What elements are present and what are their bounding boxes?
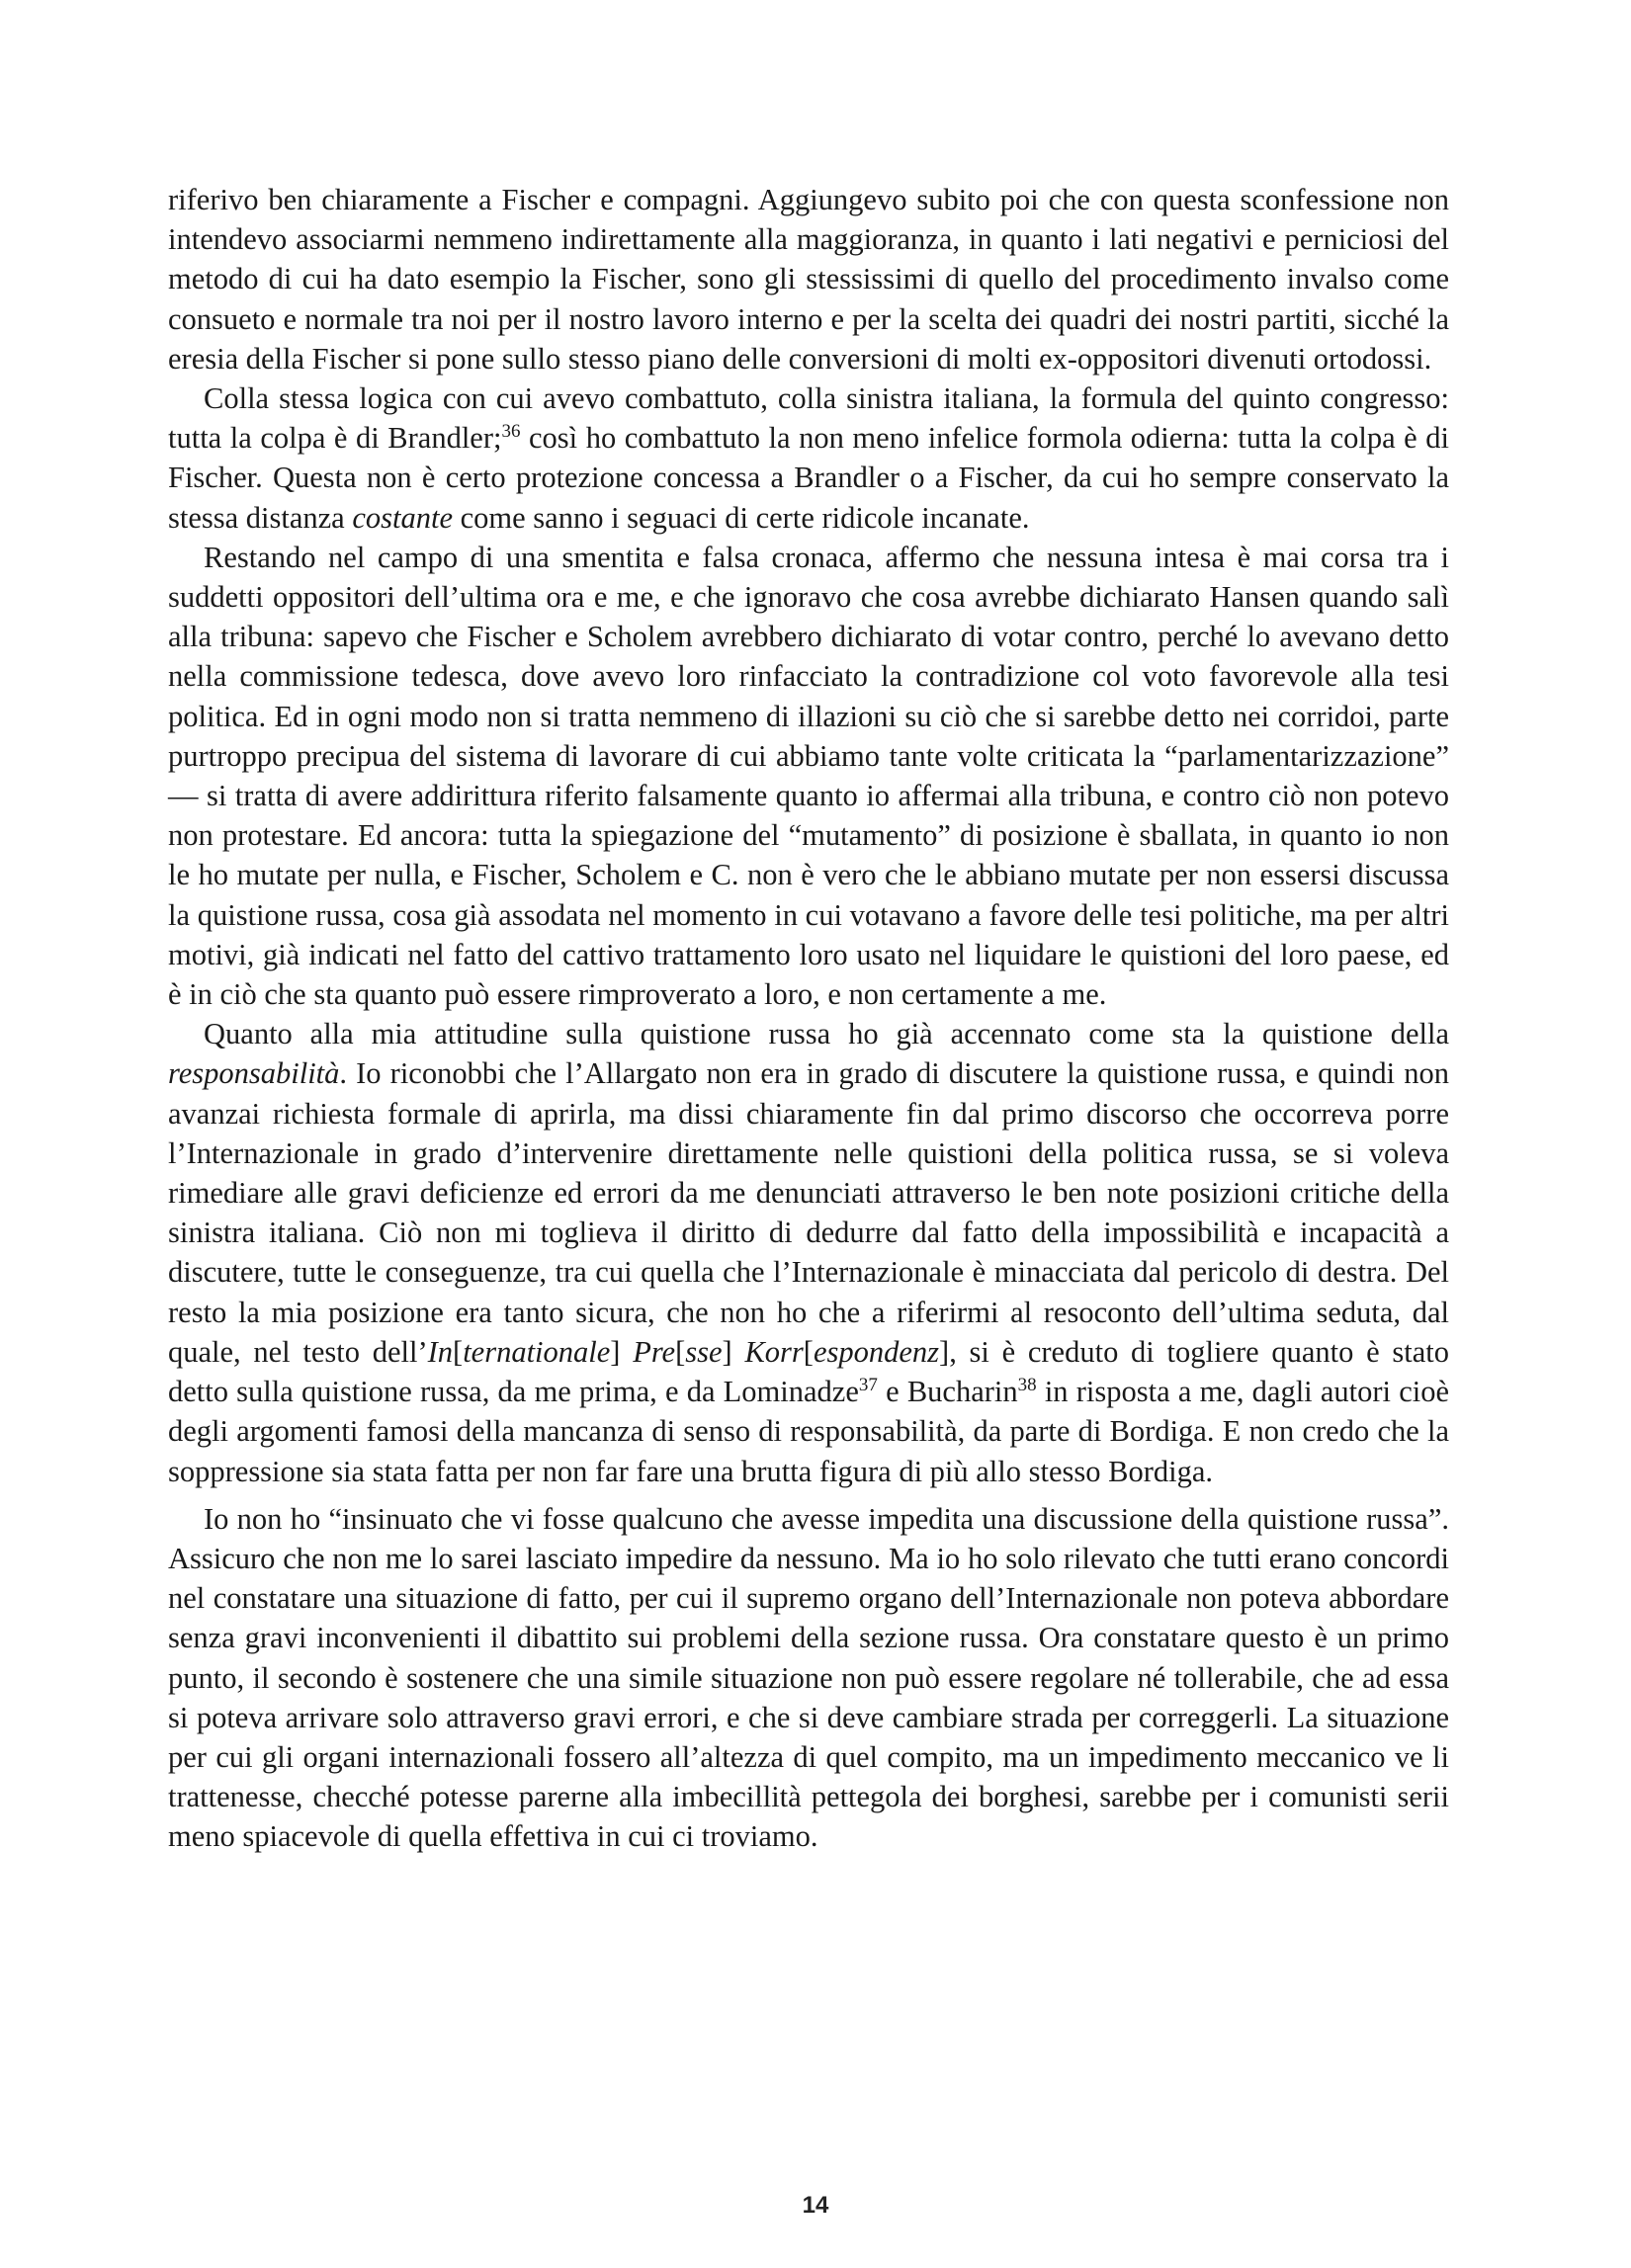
italic-text: espondenz	[813, 1334, 940, 1369]
paragraph-3	[168, 538, 1449, 1014]
italic-text: responsabilità	[168, 1056, 340, 1091]
text-run: ]	[610, 1334, 634, 1369]
text-run: [	[675, 1334, 686, 1369]
italic-text: ternationale	[463, 1334, 611, 1369]
italic-text: costante	[352, 500, 453, 535]
paragraph-4	[168, 1014, 1449, 1490]
paragraph-5	[168, 1499, 1449, 1857]
italic-text: sse	[685, 1334, 723, 1369]
text-run: ]	[722, 1334, 745, 1369]
page-number: 14	[802, 2192, 829, 2219]
italic-text: Pre	[633, 1334, 676, 1369]
text-run: riferivo ben chiaramente a Fischer e compagni. Aggiungevo subito poi che con questa sconfessione non intendevo associarmi nemmeno indirettamente alla maggioranza, in quanto i lati negativi e perniciosi del metodo di cui ha dato esempio la Fischer, sono gli stessissimi di quello del procedimento invalso come consueto e normale tra noi per il nostro lavoro interno e per la scelta dei quadri dei nostri partiti, sicché la eresia della Fischer si pone sullo stesso piano delle conversioni di molti ex-oppositori divenuti ortodossi.	[168, 183, 1449, 376]
text-run: e Bucharin	[877, 1375, 1018, 1409]
paragraph-1	[168, 180, 1449, 378]
text-run: . Io riconobbi che l’Allargato non era in grado di discutere la quistione russa, e quindi non avanzai richiesta formale di aprirla, ma dissi chiaramente fin dal primo discorso che occorreva porre l’Internazionale in grado d’intervenire direttamente nelle quistioni della politica russa, se si voleva rimediare alle gravi deficienze ed errori da me denunciati attraverso le ben note posizioni critiche della sinistra italiana. Ciò non mi toglieva il diritto di dedurre dal fatto della impossibilità e incapacità a discutere, tutte le conseguenze, tra cui quella che l’Internazionale è minacciata dal pericolo di destra. Del resto la mia posizione era tanto sicura, che non ho che a riferirmi al resoconto dell’ultima seduta, dal quale, nel testo dell’	[168, 1056, 1449, 1369]
text-run: come sanno i seguaci di certe ridicole incanate.	[453, 500, 1030, 535]
text-run: ], si è creduto di togliere quanto è stato detto sulla quistione russa, da me prima, e da Lominadze	[168, 1334, 1449, 1409]
footnote-ref: 36	[501, 421, 521, 443]
text-run: [	[803, 1334, 814, 1369]
text-run: Colla stessa logica con cui avevo combattuto, colla sinistra italiana, la formula del quinto congresso: tutta la colpa è di Brandler;	[168, 381, 1449, 456]
italic-text: Korr	[744, 1334, 804, 1369]
paragraph-2	[168, 378, 1449, 538]
text-run: Io non ho “insinuato che vi fosse qualcuno che avesse impedita una discussione della quistione russa”. Assicuro che non me lo sarei lasciato impedire da nessuno. Ma io ho solo rilevato che tutti erano concordi nel constatare una situazione di fatto, per cui il supremo organo dell’Internazionale non poteva abbordare senza gravi inconvenienti il dibattito sui problemi della sezione russa. Ora constatare questo è un primo punto, il secondo è sostenere che una simile situazione non può essere regolare né tollerabile, che ad essa si poteva arrivare solo attraverso gravi errori, e che si deve cambiare strada per correggerli. La situazione per cui gli organi internazionali fossero all’altezza di quel compito, ma un impedimento meccanico ve li trattenesse, checché potesse parerne alla imbecillità pettegola dei borghesi, sarebbe per i comunisti serii meno spiacevole di quella effettiva in cui ci troviamo.	[168, 1501, 1449, 1854]
footnote-ref: 38	[1017, 1374, 1037, 1395]
footnote-ref: 37	[858, 1374, 878, 1395]
text-run: [	[453, 1334, 464, 1369]
text-run: Restando nel campo di una smentita e falsa cronaca, affermo che nessuna intesa è mai corsa tra i suddetti oppositori dell’ultima ora e me, e che ignoravo che cosa avrebbe dichiarato Hansen quando salì alla tribuna: sapevo che Fischer e Scholem avrebbero dichiarato di votar contro, perché lo avevano detto nella commissione tedesca, dove avevo loro rinfacciato la contradizione col voto favorevole alla tesi politica. Ed in ogni modo non si tratta nemmeno di illazioni su ciò che si sarebbe detto nei corridoi, parte purtroppo precipua del sistema di lavorare di cui abbiamo tante volte criticata la “parlamentarizzazione” — si tratta di avere addirittura riferito falsamente quanto io affermai alla tribuna, e contro ciò non potevo non protestare. Ed ancora: tutta la spiegazione del “mutamento” di posizione è sballata, in quanto io non le ho mutate per nulla, e Fischer, Scholem e C. non è vero che le abbiano mutate per non essersi discussa la quistione russa, cosa già assodata nel momento in cui votavano a favore delle tesi politiche, ma per altri motivi, già indicati nel fatto del cattivo trattamento loro usato nel liquidare le quistioni del loro paese, ed è in ciò che sta quanto può essere rimproverato a loro, e non certamente a me.	[168, 540, 1449, 1012]
text-run: Quanto alla mia attitudine sulla quistione russa ho già accennato come sta la quistione della	[204, 1017, 1449, 1051]
document-body	[168, 180, 1449, 1857]
text-run: in risposta a me, dagli autori cioè degli argomenti famosi della mancanza di senso di responsabilità, da parte di Bordiga. E non credo che la soppressione sia stata fatta per non far fare una brutta figura di più allo stesso Bordiga.	[168, 1375, 1449, 1488]
italic-text: In	[427, 1334, 454, 1369]
text-run: così ho combattuto la non meno infelice formola odierna: tutta la colpa è di Fischer. Questa non è certo protezione concessa a Brandler o a Fischer, da cui ho sempre conservato la stessa distanza	[168, 421, 1449, 535]
